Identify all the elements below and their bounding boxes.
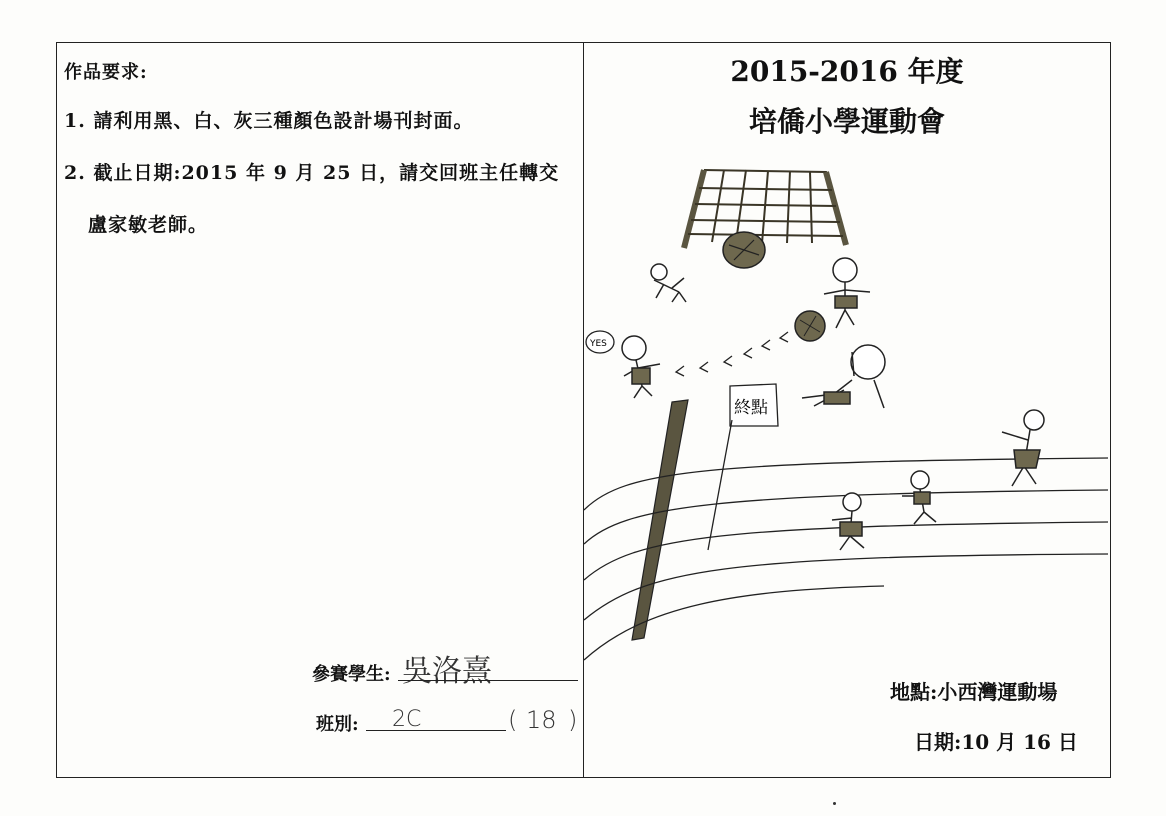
runner-middle [902,471,936,524]
paper-speck [833,802,836,805]
student-figure-standing-top [824,258,870,328]
student-name: 吳洛熹 [402,654,492,689]
finish-post [632,400,688,640]
speech-bubble-text: YES [590,339,607,349]
class-label: 班別: [316,714,359,735]
student-figure-diving [802,345,885,408]
soccer-ball-2 [795,311,825,341]
speech-bubble [586,331,614,353]
student-label: 參賽學生: [312,664,391,685]
soccer-ball-1 [723,232,765,268]
requirement-item-2: 2. 截止日期:2015 年 9 月 25 日，請交回班主任轉交 [64,162,560,184]
event-location: 地點:小西灣運動場 [890,680,1058,704]
runner-left [832,493,864,550]
student-figure-cheering [622,336,660,398]
cover-year: 2015-2016 年度 [730,55,964,88]
student-figure-flying [651,264,686,302]
finish-sign-text: 終點 [734,398,768,418]
requirements-title: 作品要求: [64,62,148,83]
class-value: 2C [392,707,422,732]
number-open-paren: ( [508,706,518,734]
runner-right [1002,410,1044,486]
requirement-item-2-continued: 盧家敏老師。 [88,214,209,236]
number-value: 18 [526,706,557,734]
soccer-goal [684,170,846,248]
number-close-paren: ) [568,706,578,734]
class-underline [366,730,506,731]
event-date: 日期:10 月 16 日 [914,730,1078,754]
finish-sign [708,384,778,550]
cover-event-title: 培僑小學運動會 [748,105,945,138]
sports-day-drawing [584,150,1110,670]
motion-arrows [676,332,788,376]
student-underline [398,680,578,681]
requirement-item-1: 1. 請利用黑、白、灰三種顏色設計場刊封面。 [64,110,474,132]
